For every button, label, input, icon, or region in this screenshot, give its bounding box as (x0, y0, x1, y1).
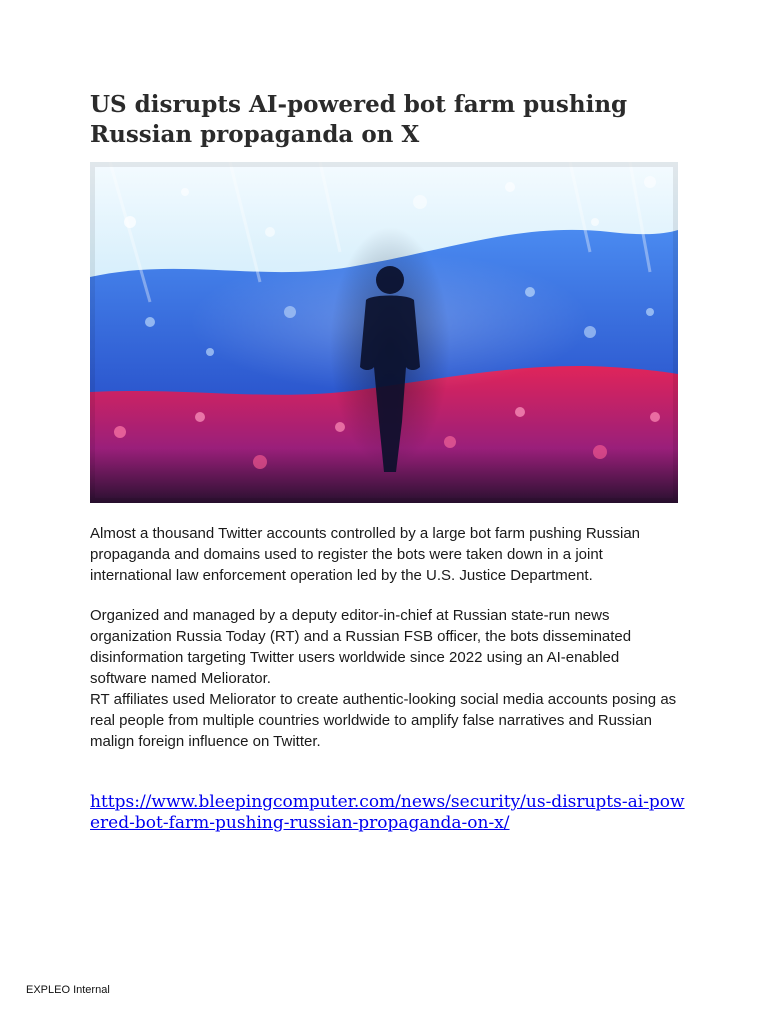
article-paragraph-1: Almost a thousand Twitter accounts controlled by a large bot farm pushing Russian propaganda and domains used to register the bots were taken down in a joint international law enforcement operation led by the U.S. Justice Department. (90, 525, 641, 584)
article-paragraph-3: RT affiliates used Meliorator to create authentic-looking social media accounts posing as real people from multiple countries worldwide to amplify false narratives and Russian malign foreign influence on Twitter. (90, 691, 677, 750)
source-link[interactable]: https://www.bleepingcomputer.com/news/security/us-disrupts-ai-powered-bot-farm-pushing-russian-propaganda-on-x/ (90, 792, 685, 833)
classification-footer: EXPLEO Internal (26, 984, 110, 996)
hero-illustration (90, 162, 678, 503)
article-paragraph-group (90, 605, 680, 752)
article-paragraph-2: Organized and managed by a deputy editor-in-chief at Russian state-run news organization Russia Today (RT) and a Russian FSB officer, the bots disseminated disinformation targeting Twitter users worldwide since 2022 using an AI-enabled software named Meliorator. (90, 607, 632, 687)
article-title: US disrupts AI-powered bot farm pushing Russian propaganda on X (90, 91, 628, 148)
article-hero-image (90, 162, 678, 503)
